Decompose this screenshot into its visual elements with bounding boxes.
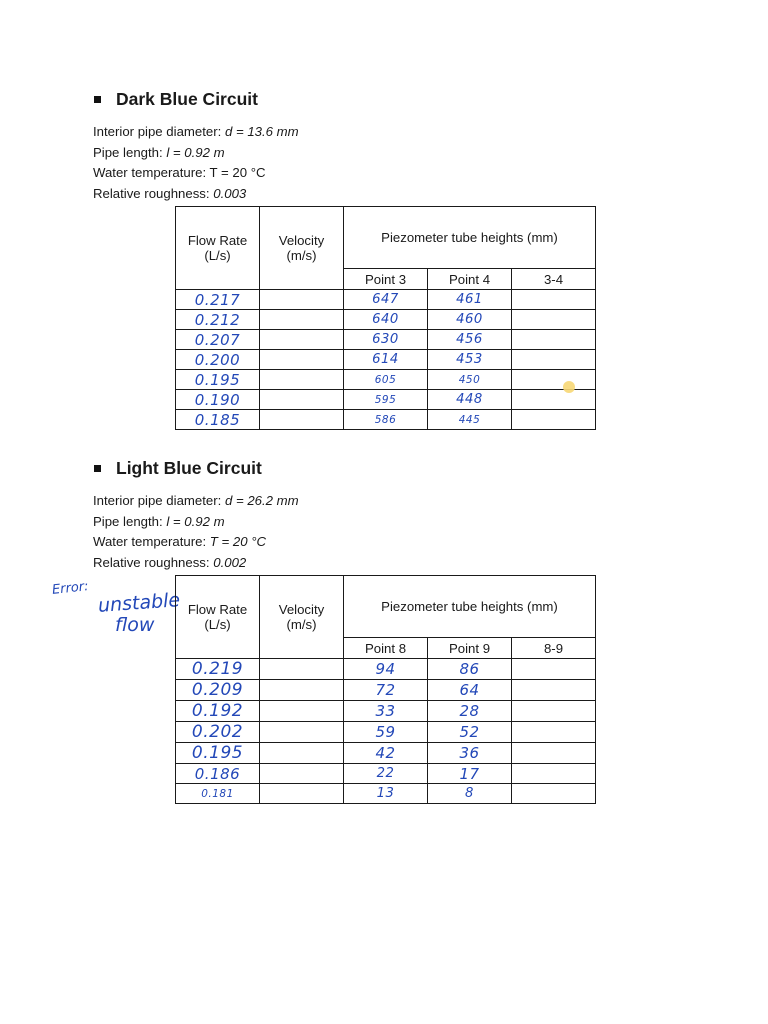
table-row — [176, 701, 596, 722]
point-a-cell: 33 — [344, 701, 428, 722]
point-a-cell: 640 — [344, 310, 428, 330]
velocity-cell — [260, 330, 344, 350]
diff-header: 8-9 — [512, 638, 596, 659]
velocity-cell — [260, 722, 344, 743]
diff-cell — [512, 659, 596, 680]
velocity-cell — [260, 743, 344, 764]
table-row — [176, 370, 596, 390]
point-b-cell: 28 — [428, 701, 512, 722]
diff-cell — [512, 680, 596, 701]
light-blue-properties — [93, 491, 299, 573]
velocity-header: Velocity (m/s) — [260, 207, 344, 290]
velocity-cell — [260, 701, 344, 722]
table-row — [176, 722, 596, 743]
light-blue-title: Light Blue Circuit — [116, 457, 262, 478]
point-a-cell: 647 — [344, 290, 428, 310]
roughness-line: Relative roughness: 0.002 — [93, 554, 247, 570]
piezometer-header: Piezometer tube heights (mm) — [344, 576, 596, 638]
point-b-cell: 456 — [428, 330, 512, 350]
flow-cell: 0.207 — [176, 330, 260, 350]
dark-blue-table — [175, 206, 596, 430]
point-b-cell: 64 — [428, 680, 512, 701]
diff-cell — [512, 764, 596, 784]
flow-cell: 0.186 — [176, 764, 260, 784]
point-b-cell: 448 — [428, 390, 512, 410]
table-row — [176, 330, 596, 350]
table-row — [176, 390, 596, 410]
diff-cell — [512, 290, 596, 310]
length-line: Pipe length: l = 0.92 m — [93, 144, 225, 160]
point-b-cell: 445 — [428, 410, 512, 430]
flow-cell: 0.190 — [176, 390, 260, 410]
flow-cell: 0.200 — [176, 350, 260, 370]
diff-cell — [512, 310, 596, 330]
point-b-cell: 8 — [428, 784, 512, 804]
light-blue-table — [175, 575, 596, 804]
table-row — [176, 659, 596, 680]
point-a-cell: 59 — [344, 722, 428, 743]
velocity-cell — [260, 290, 344, 310]
flow-cell: 0.202 — [176, 722, 260, 743]
table-row — [176, 410, 596, 430]
table-row — [176, 290, 596, 310]
diameter-line: Interior pipe diameter: d = 26.2 mm — [93, 493, 299, 508]
table-row — [176, 680, 596, 701]
point-b-cell: 36 — [428, 743, 512, 764]
point-a-cell: 13 — [344, 784, 428, 804]
diff-cell — [512, 784, 596, 804]
velocity-cell — [260, 310, 344, 330]
flow-cell: 0.181 — [176, 784, 260, 804]
velocity-cell — [260, 659, 344, 680]
point-a-cell: 72 — [344, 680, 428, 701]
diff-header: 3-4 — [512, 269, 596, 290]
point-b-cell: 17 — [428, 764, 512, 784]
header-row — [176, 576, 596, 638]
diameter-line: Interior pipe diameter: d = 13.6 mm — [93, 124, 299, 139]
velocity-cell — [260, 350, 344, 370]
velocity-cell — [260, 764, 344, 784]
header-row — [176, 207, 596, 269]
table-row — [176, 350, 596, 370]
temperature-line: Water temperature: T = 20 °C — [93, 534, 266, 549]
point-a-cell: 595 — [344, 390, 428, 410]
flow-rate-header: Flow Rate (L/s) — [176, 207, 260, 290]
diff-cell — [512, 350, 596, 370]
error-annotation: Error: — [51, 579, 90, 598]
square-bullet-icon — [94, 96, 101, 103]
point-b-cell: 86 — [428, 659, 512, 680]
piezometer-header: Piezometer tube heights (mm) — [344, 207, 596, 269]
point-a-cell: 605 — [344, 370, 428, 390]
point-a-cell: 614 — [344, 350, 428, 370]
square-bullet-icon — [94, 465, 101, 472]
diff-cell — [512, 743, 596, 764]
dark-blue-heading — [94, 87, 258, 111]
point-b-cell: 461 — [428, 290, 512, 310]
diff-cell — [512, 390, 596, 410]
flow-cell: 0.212 — [176, 310, 260, 330]
light-blue-heading — [94, 456, 262, 480]
point-b-header: Point 4 — [428, 269, 512, 290]
diff-cell — [512, 370, 596, 390]
point-a-cell: 586 — [344, 410, 428, 430]
point-b-cell: 460 — [428, 310, 512, 330]
table-row — [176, 743, 596, 764]
length-line: Pipe length: l = 0.92 m — [93, 513, 225, 529]
velocity-cell — [260, 410, 344, 430]
flow-cell: 0.219 — [176, 659, 260, 680]
diff-cell — [512, 722, 596, 743]
flow-annotation: flow — [115, 614, 155, 636]
point-a-header: Point 3 — [344, 269, 428, 290]
point-b-header: Point 9 — [428, 638, 512, 659]
diff-cell — [512, 330, 596, 350]
velocity-cell — [260, 370, 344, 390]
point-b-cell: 52 — [428, 722, 512, 743]
flow-cell: 0.185 — [176, 410, 260, 430]
flow-cell: 0.217 — [176, 290, 260, 310]
flow-cell: 0.209 — [176, 680, 260, 701]
dark-blue-properties — [93, 122, 299, 204]
table-row — [176, 784, 596, 804]
point-a-cell: 94 — [344, 659, 428, 680]
unstable-annotation: unstable — [97, 589, 181, 617]
flow-cell: 0.195 — [176, 743, 260, 764]
point-b-cell: 450 — [428, 370, 512, 390]
velocity-cell — [260, 784, 344, 804]
flow-cell: 0.195 — [176, 370, 260, 390]
diff-cell — [512, 410, 596, 430]
diff-cell — [512, 701, 596, 722]
velocity-header: Velocity (m/s) — [260, 576, 344, 659]
table-row — [176, 310, 596, 330]
dark-blue-title: Dark Blue Circuit — [116, 88, 258, 109]
point-a-cell: 630 — [344, 330, 428, 350]
velocity-cell — [260, 680, 344, 701]
point-a-header: Point 8 — [344, 638, 428, 659]
flow-cell: 0.192 — [176, 701, 260, 722]
flow-rate-header: Flow Rate (L/s) — [176, 576, 260, 659]
roughness-line: Relative roughness: 0.003 — [93, 185, 247, 201]
point-a-cell: 42 — [344, 743, 428, 764]
point-b-cell: 453 — [428, 350, 512, 370]
table-row — [176, 764, 596, 784]
velocity-cell — [260, 390, 344, 410]
point-a-cell: 22 — [344, 764, 428, 784]
temperature-line: Water temperature: T = 20 °C — [93, 165, 266, 180]
highlight-dot — [563, 381, 575, 393]
